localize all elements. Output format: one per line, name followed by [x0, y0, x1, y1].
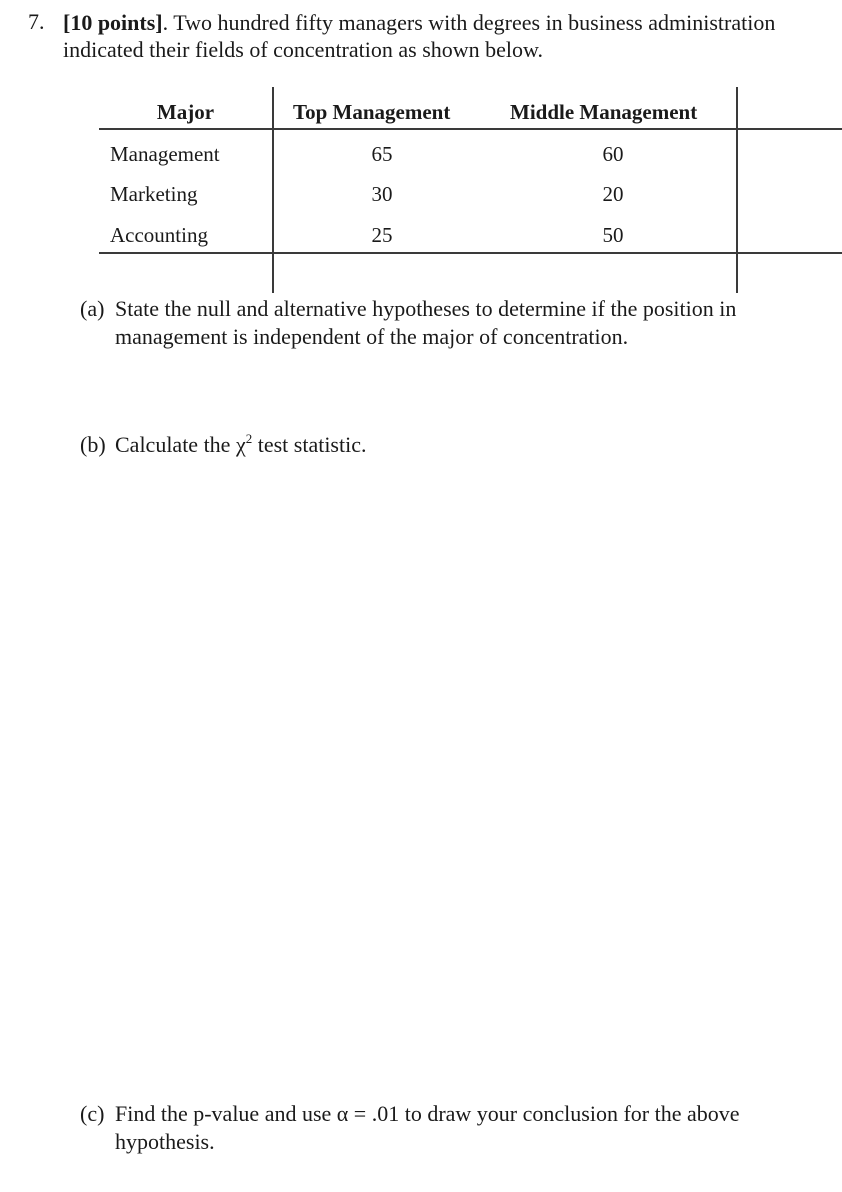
part-a-text: State the null and alternative hypotheses to determine if the position in management is independent of the major of concentration. — [115, 296, 737, 349]
row-top-value: 65 — [371, 142, 393, 166]
part-b-text-after: test statistic. — [257, 432, 367, 457]
part-b-text — [115, 431, 820, 459]
part-c — [80, 1100, 820, 1156]
contingency-table — [0, 0, 842, 300]
part-b-label: (b) — [80, 432, 106, 457]
row-top-value: 30 — [371, 182, 393, 206]
part-c-text: Find the p-value and use α = .01 to draw your conclusion for the above hypothesis. — [115, 1101, 740, 1154]
table-top-border — [99, 128, 842, 130]
row-major: Marketing — [110, 182, 198, 206]
points-label: [10 points] — [63, 10, 163, 35]
table-divider-right — [736, 87, 738, 293]
part-c-label: (c) — [80, 1101, 105, 1126]
chi-exponent: 2 — [245, 431, 253, 446]
header-top-management: Top Management — [293, 100, 451, 124]
part-b-text-before: Calculate the — [115, 432, 231, 457]
problem-text: . Two hundred fifty managers with degrees in business administration indicated their fields of concentration as shown below. — [63, 10, 776, 62]
row-top-value: 25 — [371, 223, 393, 247]
part-a-label: (a) — [80, 296, 105, 321]
row-middle-value: 20 — [602, 182, 624, 206]
table-divider-left — [272, 87, 274, 293]
problem-number: 7. — [28, 9, 45, 34]
row-major: Accounting — [110, 223, 208, 247]
part-a — [80, 295, 820, 351]
row-major: Management — [110, 142, 220, 166]
row-middle-value: 50 — [602, 223, 624, 247]
row-middle-value: 60 — [602, 142, 624, 166]
header-middle-management: Middle Management — [510, 100, 698, 124]
chi-symbol: χ — [235, 432, 246, 457]
part-b — [80, 431, 820, 459]
table-bottom-border — [99, 252, 842, 254]
header-major: Major — [156, 100, 215, 124]
